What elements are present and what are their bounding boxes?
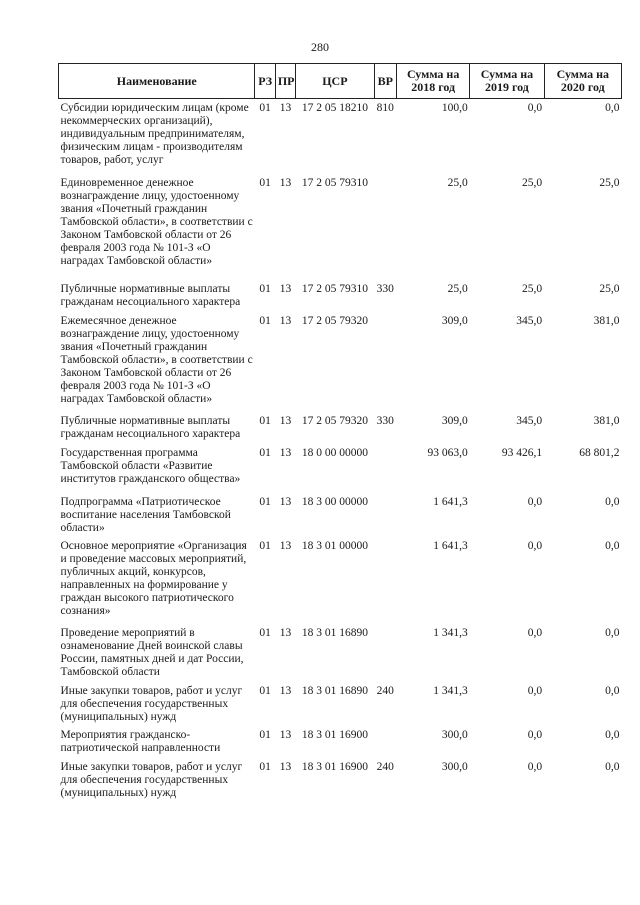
row-rz: 01 (259, 626, 271, 639)
row-vr: 810 (376, 102, 394, 114)
row-sum-2018: 100,0 (441, 102, 468, 114)
row-pr: 13 (279, 626, 292, 639)
table-row (59, 447, 622, 496)
row-name: Единовременное денежное вознаграждение лицу, удостоенному звания «Почетный гражданин Тамбовской области», в соответствии с Законом Тамбовской области от 26 февраля 2003 года № 101-З «О наградах Тамбовской области» (60, 176, 253, 267)
row-vr (374, 315, 396, 415)
row-vr (374, 627, 396, 685)
row-sum-2020: 0,0 (605, 495, 620, 508)
row-sum-2018: 1 641,3 (433, 495, 468, 508)
row-csr: 18 3 00 00000 (301, 495, 368, 508)
row-csr: 17 2 05 18210 (301, 102, 368, 114)
row-csr: 18 3 01 16890 (301, 626, 368, 639)
row-rz: 01 (259, 446, 271, 459)
table-row (59, 761, 622, 807)
row-rz: 01 (259, 760, 271, 773)
row-rz: 01 (259, 414, 271, 427)
row-vr (374, 447, 396, 496)
header-name: Наименование (59, 64, 255, 99)
row-vr (374, 496, 396, 540)
row-sum-2018: 300,0 (441, 728, 468, 741)
row-csr: 18 3 01 16890 (301, 684, 368, 697)
row-pr: 13 (279, 728, 292, 741)
budget-table (58, 63, 622, 807)
row-name: Основное мероприятие «Организация и проведение массовых мероприятий, публичных акций, конкурсов, направленных на формирование у граждан высокого патриотического сознания» (60, 539, 247, 617)
row-sum-2019: 0,0 (527, 495, 543, 508)
row-pr: 13 (279, 282, 292, 295)
row-sum-2019: 93 426,1 (501, 446, 543, 459)
row-sum-2020: 68 801,2 (579, 446, 620, 459)
row-name: Проведение мероприятий в ознаменование Дней воинской славы России, памятных дней и дат России, Тамбовской области (60, 626, 244, 678)
row-sum-2018: 25,0 (447, 176, 468, 189)
row-sum-2020: 381,0 (593, 414, 620, 427)
row-sum-2019: 345,0 (516, 314, 543, 327)
header-vr: ВР (374, 64, 396, 99)
header-sum-2019: Сумма на 2019 год (470, 64, 544, 99)
header-sum-2018: Сумма на 2018 год (396, 64, 469, 99)
row-sum-2018: 309,0 (441, 314, 468, 327)
row-pr: 13 (279, 495, 292, 508)
row-sum-2020: 25,0 (599, 176, 620, 189)
row-csr: 18 3 01 16900 (301, 728, 368, 741)
row-sum-2018: 309,0 (441, 414, 468, 427)
row-csr: 17 2 05 79310 (301, 176, 368, 189)
row-pr: 13 (279, 446, 292, 459)
row-sum-2018: 93 063,0 (427, 446, 468, 459)
row-vr (374, 729, 396, 761)
row-sum-2018: 1 641,3 (433, 539, 468, 552)
row-pr: 13 (279, 102, 292, 114)
row-sum-2020: 381,0 (593, 314, 620, 327)
table-row (59, 540, 622, 627)
header-csr: ЦСР (296, 64, 374, 99)
row-pr: 13 (279, 760, 292, 773)
row-sum-2018: 1 341,3 (433, 684, 468, 697)
row-vr (374, 540, 396, 627)
header-rz: РЗ (255, 64, 275, 99)
table-row (59, 627, 622, 685)
table-row (59, 415, 622, 447)
row-name: Подпрограмма «Патриотическое воспитание населения Тамбовской области» (60, 495, 231, 534)
row-sum-2019: 25,0 (521, 176, 543, 189)
row-pr: 13 (279, 176, 292, 189)
page-number: 280 (311, 40, 329, 54)
row-sum-2020: 0,0 (605, 760, 620, 773)
table-row (59, 685, 622, 729)
row-vr: 330 (376, 282, 394, 295)
row-sum-2019: 0,0 (527, 626, 543, 639)
row-sum-2019: 25,0 (521, 282, 543, 295)
row-vr: 240 (376, 684, 394, 697)
row-sum-2019: 345,0 (516, 414, 543, 427)
row-name: Ежемесячное денежное вознаграждение лицу, удостоенному звания «Почетный гражданин Тамбовской области», в соответствии с Законом Тамбовской области от 26 февраля 2003 года № 101-З «О наградах Тамбовской области» (60, 314, 253, 405)
row-sum-2020: 0,0 (605, 728, 620, 741)
table-row (59, 99, 622, 177)
row-csr: 18 3 01 00000 (301, 539, 368, 552)
table-row (59, 496, 622, 540)
header-pr: ПР (275, 64, 295, 99)
row-pr: 13 (279, 539, 292, 552)
row-name: Иные закупки товаров, работ и услуг для обеспечения государственных (муниципальных) нужд (60, 684, 243, 723)
row-name: Субсидии юридическим лицам (кроме некоммерческих организаций), индивидуальным предпринимателям, физическим лицам - производителям товаров, работ, услуг (60, 102, 249, 166)
row-rz: 01 (259, 728, 271, 741)
row-sum-2020: 25,0 (599, 282, 620, 295)
row-vr: 240 (376, 760, 394, 773)
row-rz: 01 (259, 495, 271, 508)
row-rz: 01 (259, 314, 271, 327)
row-name: Иные закупки товаров, работ и услуг для обеспечения государственных (муниципальных) нужд (60, 760, 243, 799)
row-csr: 17 2 05 79320 (301, 414, 368, 427)
row-name: Государственная программа Тамбовской области «Развитие институтов гражданского общества» (60, 446, 241, 485)
row-sum-2020: 0,0 (605, 684, 620, 697)
row-csr: 18 0 00 00000 (301, 446, 368, 459)
row-sum-2019: 0,0 (527, 728, 543, 741)
header-sum-2020: Сумма на 2020 год (544, 64, 621, 99)
row-sum-2018: 300,0 (441, 760, 468, 773)
row-name: Публичные нормативные выплаты гражданам несоциального характера (60, 282, 241, 308)
row-sum-2018: 1 341,3 (433, 626, 468, 639)
row-name: Мероприятия гражданско-патриотической направленности (60, 728, 221, 754)
row-rz: 01 (259, 684, 271, 697)
row-csr: 17 2 05 79320 (301, 314, 368, 327)
row-sum-2019: 0,0 (527, 760, 543, 773)
row-rz: 01 (259, 539, 271, 552)
row-sum-2020: 0,0 (605, 626, 620, 639)
row-sum-2019: 0,0 (527, 539, 543, 552)
table-row (59, 177, 622, 283)
row-csr: 18 3 01 16900 (301, 760, 368, 773)
table-row (59, 315, 622, 415)
row-rz: 01 (259, 176, 271, 189)
row-pr: 13 (279, 414, 292, 427)
row-csr: 17 2 05 79310 (301, 282, 368, 295)
row-sum-2020: 0,0 (605, 102, 620, 114)
table-row (59, 729, 622, 761)
row-name: Публичные нормативные выплаты гражданам несоциального характера (60, 414, 241, 440)
row-pr: 13 (279, 314, 292, 327)
row-vr (374, 177, 396, 283)
row-rz: 01 (259, 102, 271, 114)
row-sum-2018: 25,0 (447, 282, 468, 295)
row-rz: 01 (259, 282, 271, 295)
header-row (59, 64, 622, 99)
table-row (59, 283, 622, 315)
row-vr: 330 (376, 414, 394, 427)
row-pr: 13 (279, 684, 292, 697)
row-sum-2020: 0,0 (605, 539, 620, 552)
row-sum-2019: 0,0 (527, 684, 543, 697)
row-sum-2019: 0,0 (527, 102, 543, 114)
